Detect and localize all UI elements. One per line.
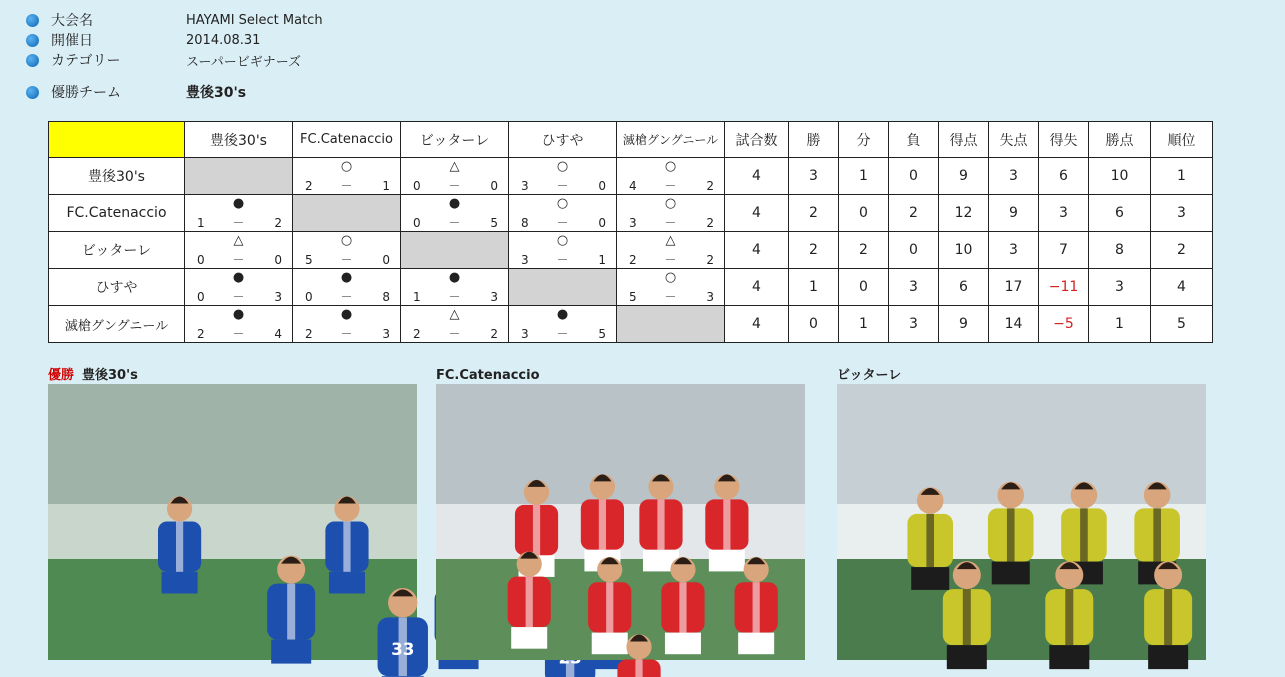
category-label: カテゴリー	[51, 53, 121, 69]
match-result-cell	[617, 232, 725, 269]
stat-value: 3	[1089, 269, 1151, 306]
stat-value: 3	[989, 232, 1039, 269]
match-result	[617, 232, 724, 268]
stat-value: 6	[939, 269, 989, 306]
score-for: 0	[305, 290, 313, 304]
info-row-date	[26, 30, 323, 50]
photo-team-name: ビッターレ	[837, 368, 902, 383]
photo-team-name: FC.Catenaccio	[436, 368, 540, 383]
stat-value: −11	[1039, 269, 1089, 306]
match-result	[185, 269, 292, 305]
column-header-stat: 得点	[939, 122, 989, 158]
score-against: 2	[490, 327, 498, 341]
score-against: 2	[706, 216, 714, 230]
column-header-stat: 順位	[1151, 122, 1213, 158]
info-row-tournament	[26, 10, 323, 30]
match-result	[401, 269, 508, 305]
stat-value: −5	[1039, 306, 1089, 343]
score-dash: －	[340, 179, 353, 193]
stat-value: 2	[789, 195, 839, 232]
row-team-name: ひすや	[49, 269, 185, 306]
match-result	[509, 306, 616, 342]
bullet-icon	[26, 86, 39, 99]
score-dash: －	[664, 179, 677, 193]
bullet-icon	[26, 34, 39, 47]
match-result-cell	[401, 306, 509, 343]
score-against: 2	[706, 253, 714, 267]
stat-value: 3	[889, 269, 939, 306]
photo-image	[837, 384, 1206, 660]
result-mark-icon: ●	[448, 270, 461, 285]
score-for: 3	[521, 179, 529, 193]
stat-value: 4	[1151, 269, 1213, 306]
stat-value: 0	[889, 158, 939, 195]
score-for: 8	[521, 216, 529, 230]
match-result-cell	[185, 269, 293, 306]
result-mark-icon: △	[665, 233, 676, 248]
stat-value: 1	[1151, 158, 1213, 195]
score-for: 2	[197, 327, 205, 341]
stat-value: 9	[989, 195, 1039, 232]
match-result	[293, 306, 400, 342]
bullet-icon	[26, 14, 39, 27]
column-header-stat: 分	[839, 122, 889, 158]
result-mark-icon: ○	[664, 196, 677, 211]
corner-cell	[49, 122, 185, 158]
score-dash: －	[664, 253, 677, 267]
stat-value: 5	[1151, 306, 1213, 343]
column-header-team: FC.Catenaccio	[293, 122, 401, 158]
match-result	[617, 269, 724, 305]
self-match-cell	[617, 306, 725, 343]
result-mark-icon: ○	[664, 159, 677, 174]
self-match-cell	[185, 158, 293, 195]
match-result-cell	[509, 195, 617, 232]
score-dash: －	[448, 290, 461, 304]
photo-caption	[48, 368, 417, 384]
stat-value: 6	[1039, 158, 1089, 195]
match-result	[185, 195, 292, 231]
column-header-stat: 負	[889, 122, 939, 158]
score-dash: －	[448, 216, 461, 230]
score-dash: －	[556, 253, 569, 267]
score-dash: －	[448, 327, 461, 341]
column-header-stat: 失点	[989, 122, 1039, 158]
tournament-info	[26, 10, 323, 102]
stat-value: 0	[789, 306, 839, 343]
match-result-cell	[401, 269, 509, 306]
score-dash: －	[556, 179, 569, 193]
result-mark-icon: ○	[556, 159, 569, 174]
score-against: 2	[274, 216, 282, 230]
stat-value: 9	[939, 306, 989, 343]
team-photo	[436, 384, 805, 660]
bullet-icon	[26, 54, 39, 67]
team-photo	[837, 384, 1206, 660]
score-dash: －	[340, 253, 353, 267]
photo-caption	[837, 368, 1206, 384]
score-dash: －	[664, 290, 677, 304]
self-match-cell	[509, 269, 617, 306]
row-team-name: 豊後30's	[49, 158, 185, 195]
stat-value: 0	[889, 232, 939, 269]
stat-value: 3	[1151, 195, 1213, 232]
photo-team-name: 豊後30's	[82, 368, 138, 383]
score-for: 0	[413, 216, 421, 230]
result-mark-icon: △	[449, 159, 460, 174]
match-result-cell	[401, 195, 509, 232]
stat-value: 2	[789, 232, 839, 269]
stat-value: 2	[889, 195, 939, 232]
score-for: 4	[629, 179, 637, 193]
score-for: 3	[521, 253, 529, 267]
score-against: 3	[274, 290, 282, 304]
score-dash: －	[556, 216, 569, 230]
photo-image	[48, 384, 417, 660]
score-dash: －	[232, 216, 245, 230]
score-against: 0	[598, 179, 606, 193]
score-dash: －	[664, 216, 677, 230]
photo-block-catenaccio	[436, 368, 805, 660]
score-dash: －	[232, 253, 245, 267]
score-for: 3	[629, 216, 637, 230]
stat-value: 10	[1089, 158, 1151, 195]
score-against: 5	[490, 216, 498, 230]
match-result	[509, 232, 616, 268]
stat-value: 3	[989, 158, 1039, 195]
date-value: 2014.08.31	[186, 32, 261, 48]
column-header-team: ひすや	[509, 122, 617, 158]
match-result	[293, 158, 400, 194]
header-row	[49, 122, 1213, 158]
match-result-cell	[293, 158, 401, 195]
match-result-cell	[293, 232, 401, 269]
stat-value: 0	[839, 269, 889, 306]
score-dash: －	[448, 179, 461, 193]
score-for: 2	[629, 253, 637, 267]
match-result	[401, 306, 508, 342]
jersey-number: 33	[391, 639, 415, 660]
stat-value: 3	[789, 158, 839, 195]
column-header-stat: 勝	[789, 122, 839, 158]
score-for: 3	[521, 327, 529, 341]
info-row-category	[26, 50, 323, 70]
score-against: 3	[706, 290, 714, 304]
tournament-label: 大会名	[51, 13, 93, 29]
match-result-cell	[293, 306, 401, 343]
column-header-stat: 得失	[1039, 122, 1089, 158]
stat-value: 1	[839, 158, 889, 195]
stat-value: 10	[939, 232, 989, 269]
match-result	[509, 158, 616, 194]
match-result-cell	[617, 158, 725, 195]
score-against: 4	[274, 327, 282, 341]
match-result	[617, 195, 724, 231]
score-for: 2	[305, 327, 313, 341]
match-result-cell	[509, 232, 617, 269]
column-header-team: 滅槍グングニール	[617, 122, 725, 158]
score-for: 2	[413, 327, 421, 341]
stat-value: 4	[725, 195, 789, 232]
category-value: スーパービギナーズ	[186, 54, 302, 70]
score-dash: －	[232, 290, 245, 304]
score-against: 3	[490, 290, 498, 304]
result-mark-icon: ○	[556, 233, 569, 248]
match-result	[293, 232, 400, 268]
result-mark-icon: △	[233, 233, 244, 248]
score-against: 1	[382, 179, 390, 193]
score-against: 5	[598, 327, 606, 341]
photo-caption	[436, 368, 805, 384]
info-row-winner	[26, 82, 323, 102]
result-mark-icon: ●	[232, 196, 245, 211]
stat-value: 17	[989, 269, 1039, 306]
stat-value: 9	[939, 158, 989, 195]
match-result	[185, 232, 292, 268]
score-against: 0	[598, 216, 606, 230]
result-mark-icon: ○	[340, 233, 353, 248]
column-header-team: 豊後30's	[185, 122, 293, 158]
score-against: 0	[490, 179, 498, 193]
stat-value: 3	[1039, 195, 1089, 232]
score-against: 0	[382, 253, 390, 267]
match-result-cell	[617, 269, 725, 306]
score-dash: －	[340, 327, 353, 341]
stat-value: 0	[839, 195, 889, 232]
row-team-name: 滅槍グングニール	[49, 306, 185, 343]
result-mark-icon: ○	[664, 270, 677, 285]
match-result-cell	[509, 306, 617, 343]
match-result-cell	[185, 306, 293, 343]
match-result-cell	[185, 195, 293, 232]
result-mark-icon: ●	[232, 270, 245, 285]
score-for: 0	[413, 179, 421, 193]
column-header-stat: 勝点	[1089, 122, 1151, 158]
date-label: 開催日	[51, 33, 93, 49]
stat-value: 1	[789, 269, 839, 306]
column-header-team: ビッターレ	[401, 122, 509, 158]
score-against: 2	[706, 179, 714, 193]
result-mark-icon: △	[449, 307, 460, 322]
match-result-cell	[509, 158, 617, 195]
stat-value: 8	[1089, 232, 1151, 269]
score-for: 2	[305, 179, 313, 193]
match-result	[509, 195, 616, 231]
score-for: 1	[413, 290, 421, 304]
stat-value: 4	[725, 158, 789, 195]
match-result-cell	[617, 195, 725, 232]
score-against: 0	[274, 253, 282, 267]
match-result-cell	[293, 269, 401, 306]
photo-block-winner	[48, 368, 417, 660]
winner-label: 優勝チーム	[51, 85, 121, 101]
stat-value: 7	[1039, 232, 1089, 269]
result-mark-icon: ○	[340, 159, 353, 174]
result-mark-icon: ●	[232, 307, 245, 322]
stat-value: 3	[889, 306, 939, 343]
score-for: 0	[197, 253, 205, 267]
result-mark-icon: ●	[448, 196, 461, 211]
result-mark-icon: ●	[340, 270, 353, 285]
stat-value: 4	[725, 306, 789, 343]
stat-value: 12	[939, 195, 989, 232]
table-row	[49, 158, 1213, 195]
stat-value: 2	[839, 232, 889, 269]
stat-value: 1	[839, 306, 889, 343]
table-row	[49, 306, 1213, 343]
table-row	[49, 232, 1213, 269]
score-against: 1	[598, 253, 606, 267]
match-result	[617, 158, 724, 194]
winner-value: 豊後30's	[186, 85, 247, 101]
score-dash: －	[232, 327, 245, 341]
score-for: 5	[305, 253, 313, 267]
stat-value: 6	[1089, 195, 1151, 232]
stat-value: 14	[989, 306, 1039, 343]
match-result	[401, 195, 508, 231]
table-row	[49, 195, 1213, 232]
team-photo	[48, 384, 417, 660]
stat-value: 4	[725, 269, 789, 306]
score-dash: －	[556, 327, 569, 341]
self-match-cell	[293, 195, 401, 232]
table-row	[49, 269, 1213, 306]
stat-value: 1	[1089, 306, 1151, 343]
self-match-cell	[401, 232, 509, 269]
score-against: 3	[382, 327, 390, 341]
match-result	[401, 158, 508, 194]
result-mark-icon: ●	[556, 307, 569, 322]
score-for: 0	[197, 290, 205, 304]
photo-image	[436, 384, 805, 660]
result-mark-icon: ○	[556, 196, 569, 211]
match-result-cell	[401, 158, 509, 195]
stat-value: 4	[725, 232, 789, 269]
results-table	[48, 121, 1213, 343]
match-result	[293, 269, 400, 305]
result-mark-icon: ●	[340, 307, 353, 322]
match-result	[185, 306, 292, 342]
photo-block-bittare	[837, 368, 1206, 660]
row-team-name: ビッターレ	[49, 232, 185, 269]
winner-mark: 優勝	[48, 368, 75, 383]
stat-value: 2	[1151, 232, 1213, 269]
tournament-value: HAYAMI Select Match	[186, 12, 323, 28]
score-for: 1	[197, 216, 205, 230]
score-dash: －	[340, 290, 353, 304]
match-result-cell	[185, 232, 293, 269]
score-against: 8	[382, 290, 390, 304]
row-team-name: FC.Catenaccio	[49, 195, 185, 232]
score-for: 5	[629, 290, 637, 304]
column-header-stat: 試合数	[725, 122, 789, 158]
